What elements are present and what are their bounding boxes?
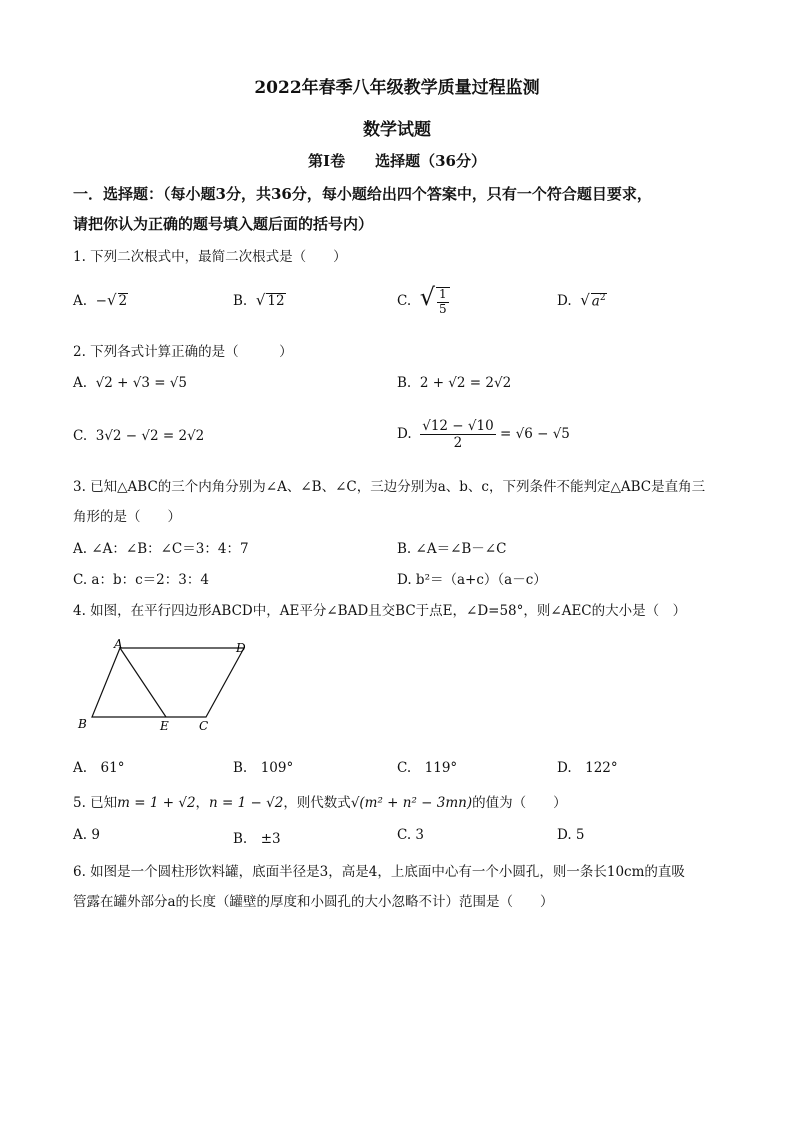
q3-option-d: D. b²＝（a+c）（a－c） bbox=[397, 572, 547, 588]
q3-option-c: C. a：b：c＝2：3：4 bbox=[73, 572, 209, 588]
q4-stem: 4. 如图，在平行四边形ABCD中，AE平分∠BAD且交BC于点E，∠D=58°，则∠AEC的大小是（ ） bbox=[73, 603, 687, 619]
q6-stem-line2: 管露在罐外部分a的长度（罐壁的厚度和小圆孔的大小忽略不计）范围是（ ） bbox=[73, 894, 554, 910]
q3-stem-line2: 角形的是（ ） bbox=[73, 509, 181, 525]
q5-option-d: D. 5 bbox=[557, 827, 585, 843]
page-title: 2022年春季八年级教学质量过程监测 bbox=[254, 78, 540, 98]
parallelogram-figure bbox=[74, 636, 274, 736]
q1-stem: 1. 下列二次根式中，最简二次根式是（ ） bbox=[73, 249, 347, 265]
instructions-line2: 请把你认为正确的题号填入题后面的括号内） bbox=[73, 215, 374, 233]
q2-stem: 2. 下列各式计算正确的是（ ） bbox=[73, 344, 293, 360]
q4-option-d: D. 122° bbox=[557, 760, 618, 776]
q1-option-a: A. −√ 2 bbox=[73, 291, 128, 309]
label-b: B bbox=[78, 717, 87, 731]
q3-stem-line1: 3. 已知△ABC的三个内角分别为∠A、∠B、∠C，三边分别为a、b、c，下列条件不能判定△ABC是直角三 bbox=[73, 479, 706, 495]
q5-option-a: A. 9 bbox=[73, 827, 100, 843]
q5-option-c: C. 3 bbox=[397, 827, 425, 843]
label-a: A bbox=[114, 637, 123, 651]
q5-option-b: B. ±3 bbox=[233, 831, 281, 847]
q5-stem: 5. 已知m = 1 + √2，n = 1 − √2，则代数式√(m² + n² − 3mn)的值为（ ） bbox=[73, 795, 567, 811]
segment-ae bbox=[120, 648, 166, 717]
q1-option-b: B. √ 12 bbox=[233, 291, 285, 309]
label-e: E bbox=[160, 719, 169, 733]
label-d: D bbox=[236, 641, 246, 655]
q3-option-a: A. ∠A：∠B：∠C＝3：4：7 bbox=[73, 541, 249, 557]
q2-option-d: D. $\frac{√12 - √10}{2}$ = √6 − √5 bbox=[397, 418, 570, 451]
q3-option-b: B. ∠A＝∠B－∠C bbox=[397, 541, 507, 557]
q1-option-d: D. √ $a^2$ bbox=[557, 291, 606, 309]
section-heading: 第Ⅰ卷 选择题（36分） bbox=[308, 152, 486, 170]
label-c: C bbox=[199, 719, 209, 733]
q4-option-c: C. 119° bbox=[397, 760, 458, 776]
q6-stem-line1: 6. 如图是一个圆柱形饮料罐，底面半径是3，高是4，上底面中心有一个小圆孔，则一条长10cm的直吸 bbox=[73, 864, 685, 880]
q4-option-a: A. 61° bbox=[73, 760, 125, 776]
q2-option-b: B. 2 + √2 = 2√2 bbox=[397, 375, 512, 391]
page-subtitle: 数学试题 bbox=[363, 120, 431, 140]
q1-option-c: C. √ $\frac{1}{5}$ bbox=[397, 283, 450, 316]
q2-option-a: A. √2 + √3 = √5 bbox=[73, 375, 188, 391]
q4-option-b: B. 109° bbox=[233, 760, 294, 776]
instructions-line1: 一．选择题：（每小题3分，共36分，每小题给出四个答案中，只有一个符合题目要求， bbox=[73, 185, 652, 203]
parallelogram-abcd bbox=[92, 648, 244, 717]
q2-option-c: C. 3√2 − √2 = 2√2 bbox=[73, 428, 205, 444]
